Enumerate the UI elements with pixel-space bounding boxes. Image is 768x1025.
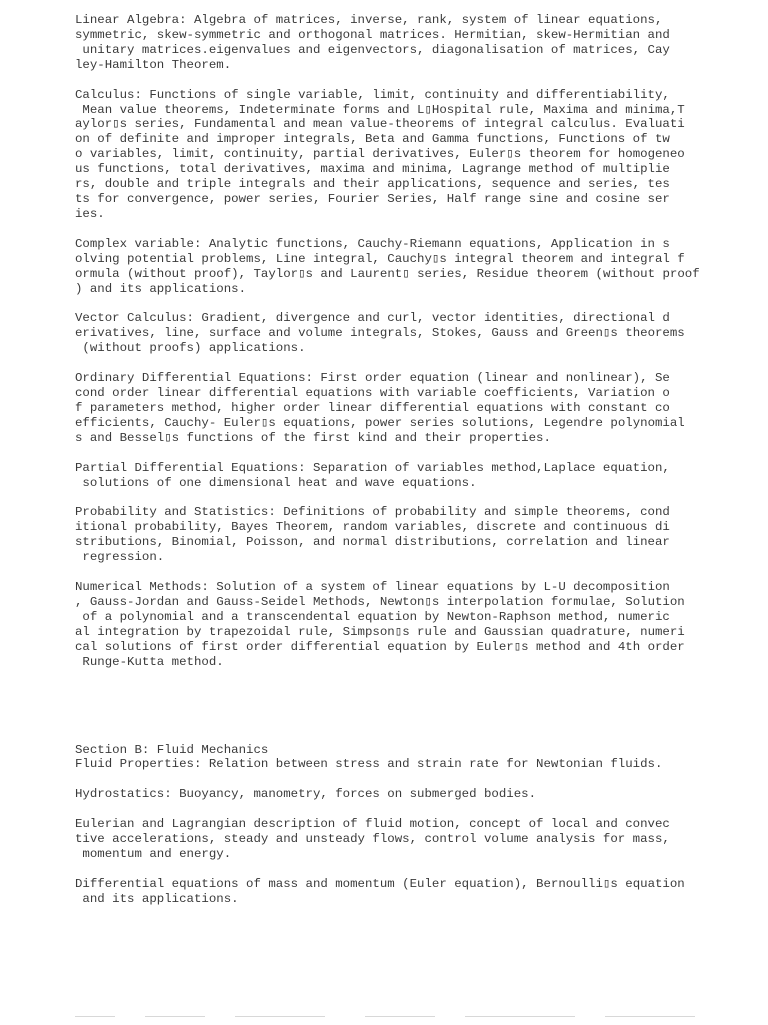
text-line: efficients, Cauchy- Euler▯s equations, power series solutions, Legendre polynomial xyxy=(75,415,685,430)
text-line: regression. xyxy=(75,550,165,565)
text-line: erivatives, line, surface and volume integrals, Stokes, Gauss and Green▯s theorems xyxy=(75,326,685,341)
paragraph-numerical-methods xyxy=(75,580,725,669)
text-line: momentum and energy. xyxy=(75,847,232,862)
text-line: symmetric, skew-symmetric and orthogonal matrices. Hermitian, skew-Hermitian and xyxy=(75,27,670,42)
text-line: Hydrostatics: Buoyancy, manometry, forces on submerged bodies. xyxy=(75,787,537,802)
paragraph-probability-statistics xyxy=(75,505,725,565)
paragraph-calculus xyxy=(75,88,725,222)
text-line: Ordinary Differential Equations: First order equation (linear and nonlinear), Se xyxy=(75,371,670,386)
text-line: and its applications. xyxy=(75,891,239,906)
text-line: solutions of one dimensional heat and wave equations. xyxy=(75,475,477,490)
text-line: Complex variable: Analytic functions, Cauchy-Riemann equations, Application in s xyxy=(75,236,670,251)
text-line: rs, double and triple integrals and their applications, sequence and series, tes xyxy=(75,177,670,192)
text-line: Calculus: Functions of single variable, limit, continuity and differentiability, xyxy=(75,87,670,102)
text-line: aylor▯s series, Fundamental and mean value-theorems of integral calculus. Evaluati xyxy=(75,117,685,132)
section-spacer xyxy=(75,685,725,743)
paragraph-vector-calculus xyxy=(75,311,725,356)
text-line: o variables, limit, continuity, partial derivatives, Euler▯s theorem for homogeneo xyxy=(75,147,685,162)
clipped-bottom-text xyxy=(75,1016,715,1024)
text-line: s and Bessel▯s functions of the first kind and their properties. xyxy=(75,430,551,445)
text-line: olving potential problems, Line integral, Cauchy▯s integral theorem and integral f xyxy=(75,251,685,266)
paragraph-complex-variable xyxy=(75,237,725,297)
text-line: Differential equations of mass and momentum (Euler equation), Bernoulli▯s equation xyxy=(75,876,685,891)
text-line: Eulerian and Lagrangian description of fluid motion, concept of local and convec xyxy=(75,817,670,832)
paragraph-ordinary-differential-equations xyxy=(75,371,725,446)
text-line: Linear Algebra: Algebra of matrices, inverse, rank, system of linear equations, xyxy=(75,13,663,27)
text-line: cond order linear differential equations with variable coefficients, Variation o xyxy=(75,386,670,401)
text-line: of a polynomial and a transcendental equation by Newton-Raphson method, numeric xyxy=(75,609,670,624)
text-line: unitary matrices.eigenvalues and eigenvectors, diagonalisation of matrices, Cay xyxy=(75,42,670,57)
text-line: Probability and Statistics: Definitions of probability and simple theorems, cond xyxy=(75,505,670,520)
text-line: Numerical Methods: Solution of a system of linear equations by L-U decomposition xyxy=(75,580,670,595)
text-line: Vector Calculus: Gradient, divergence and curl, vector identities, directional d xyxy=(75,311,670,326)
text-line: ley-Hamilton Theorem. xyxy=(75,57,232,72)
text-line: Mean value theorems, Indeterminate forms and L▯Hospital rule, Maxima and minima,T xyxy=(75,102,685,117)
text-line: on of definite and improper integrals, Beta and Gamma functions, Functions of tw xyxy=(75,132,670,147)
document-page xyxy=(75,13,725,922)
text-line: Fluid Properties: Relation between stress and strain rate for Newtonian fluids. xyxy=(75,757,663,772)
text-line: al integration by trapezoidal rule, Simpson▯s rule and Gaussian quadrature, numeri xyxy=(75,624,685,639)
text-line: us functions, total derivatives, maxima and minima, Lagrange method of multiplie xyxy=(75,162,670,177)
text-line: ormula (without proof), Taylor▯s and Laurent▯ series, Residue theorem (without proof xyxy=(75,266,700,281)
section-b-heading: Section B: Fluid Mechanics xyxy=(75,742,269,757)
paragraph-differential-equations-mass-momentum xyxy=(75,877,725,907)
text-line: ts for convergence, power series, Fourier Series, Half range sine and cosine ser xyxy=(75,191,670,206)
paragraph-fluid-properties xyxy=(75,757,725,772)
text-line: Partial Differential Equations: Separation of variables method,Laplace equation, xyxy=(75,460,670,475)
paragraph-hydrostatics xyxy=(75,787,725,802)
text-line: ies. xyxy=(75,206,105,221)
text-line: tive accelerations, steady and unsteady flows, control volume analysis for mass, xyxy=(75,832,670,847)
text-line: f parameters method, higher order linear differential equations with constant co xyxy=(75,400,670,415)
text-line: Runge-Kutta method. xyxy=(75,654,224,669)
paragraph-eulerian-lagrangian xyxy=(75,817,725,862)
text-line: ) and its applications. xyxy=(75,281,247,296)
text-line: (without proofs) applications. xyxy=(75,341,306,356)
text-line: , Gauss-Jordan and Gauss-Seidel Methods, Newton▯s interpolation formulae, Solution xyxy=(75,595,685,609)
text-line: cal solutions of first order differential equation by Euler▯s method and 4th order xyxy=(75,639,685,654)
text-line: itional probability, Bayes Theorem, random variables, discrete and continuous di xyxy=(75,520,670,535)
paragraph-linear-algebra xyxy=(75,13,725,73)
paragraph-partial-differential-equations xyxy=(75,461,725,491)
text-line: stributions, Binomial, Poisson, and normal distributions, correlation and linear xyxy=(75,535,670,550)
